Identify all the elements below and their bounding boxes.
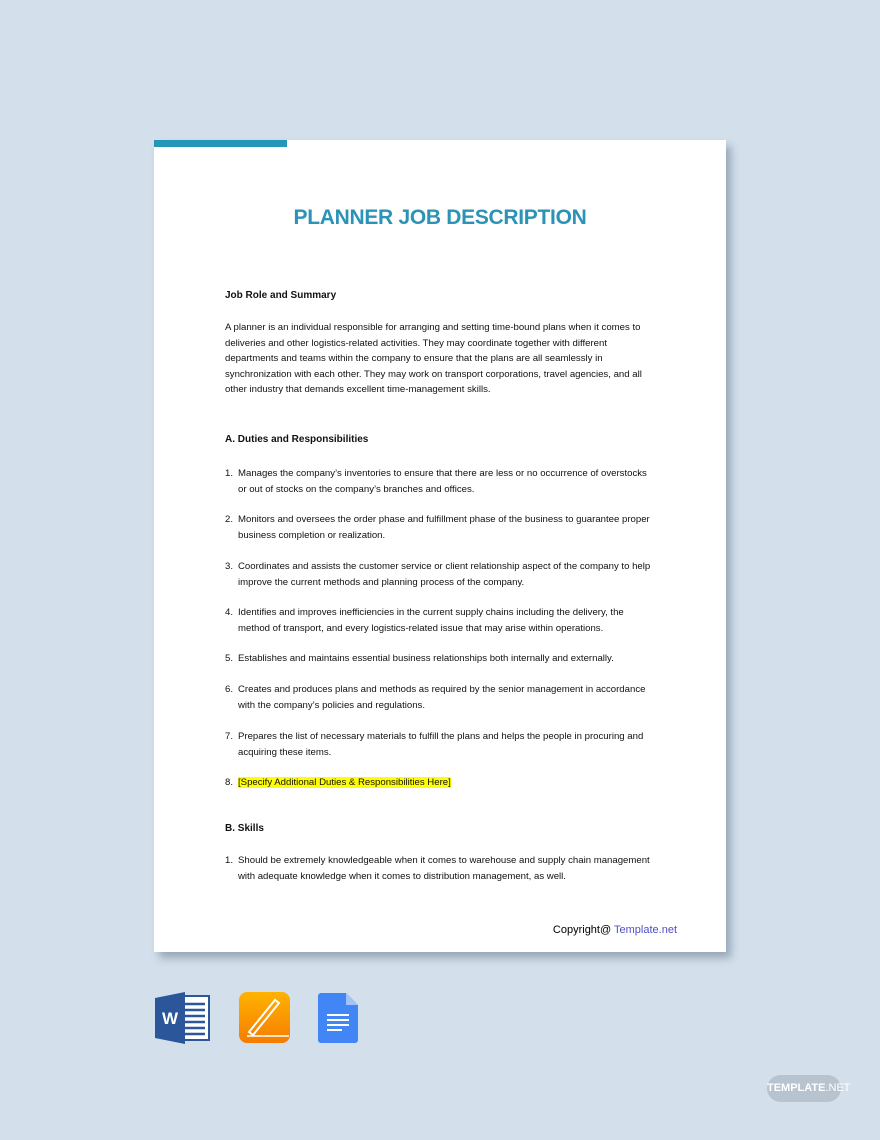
- summary-line: other industry that demands excellent time-management skills.: [225, 384, 491, 395]
- item-line: [238, 605, 624, 621]
- skills-heading: B. Skills: [225, 823, 264, 834]
- item-number: 8.: [225, 777, 234, 788]
- accent-bar: [154, 140, 287, 147]
- item-line-text: Should be extremely knowledgeable when it comes to warehouse and supply chain management: [238, 855, 650, 866]
- item-line-text: method of transport, and every logistics-related issue that may arise within operations.: [238, 622, 604, 634]
- pages-icon[interactable]: [239, 992, 290, 1043]
- item-line: [238, 853, 650, 869]
- item-line: [238, 651, 614, 667]
- item-line: [238, 575, 650, 591]
- item-text: [238, 853, 650, 884]
- item-line-text: business completion or realization.: [238, 529, 386, 541]
- item-line: [238, 682, 645, 698]
- summary-line: deliveries and other logistics-related activities. They may coordinate together with different: [225, 337, 607, 349]
- item-line: [238, 775, 451, 791]
- item-line: [238, 745, 643, 761]
- item-text: [238, 682, 645, 713]
- item-line-text: Monitors and oversees the order phase and fulfillment phase of the business to guarantee proper: [238, 514, 650, 525]
- copyright: [553, 924, 677, 936]
- item-line: [238, 729, 643, 745]
- duties-heading: A. Duties and Responsibilities: [225, 434, 369, 445]
- item-line-text: improve the current methods and planning process of the company.: [238, 576, 525, 588]
- item-line-text: Coordinates and assists the customer service or client relationship aspect of the company to help: [238, 561, 651, 572]
- google-docs-icon[interactable]: [318, 993, 358, 1043]
- item-number: 3.: [225, 561, 234, 572]
- word-icon[interactable]: [155, 992, 211, 1044]
- summary-heading: Job Role and Summary: [225, 290, 337, 301]
- watermark-light: .NET: [825, 1082, 851, 1094]
- item-line-text: Establishes and maintains essential business relationships both internally and externally.: [238, 653, 614, 664]
- item-number: 2.: [225, 514, 234, 525]
- item-line: [238, 698, 645, 714]
- item-text: [238, 775, 451, 791]
- item-line-text: with adequate knowledge when it comes to distribution management, as well.: [238, 870, 566, 882]
- item-line: [238, 512, 650, 528]
- item-line-text: Manages the company’s inventories to ensure that there are less or no occurrence of overstocks: [238, 468, 647, 479]
- document-title: PLANNER JOB DESCRIPTION: [293, 206, 587, 229]
- placeholder-highlight[interactable]: [Specify Additional Duties & Responsibilities Here]: [238, 777, 451, 788]
- watermark-bold: TEMPLATE: [767, 1082, 826, 1094]
- summary-line: departments and teams within the company to ensure that the plans are all seamlessly in: [225, 353, 603, 364]
- item-text: [238, 512, 650, 543]
- copyright-label: Copyright@: [552, 924, 612, 936]
- item-text: [238, 605, 624, 636]
- item-text: [238, 651, 614, 667]
- item-number: 1.: [225, 855, 234, 866]
- item-line-text: Identifies and improves inefficiencies in the current supply chains including the delivery, the: [238, 607, 624, 618]
- item-text: [238, 466, 647, 497]
- item-line: [238, 528, 650, 544]
- item-number: 4.: [225, 607, 234, 618]
- item-number: 7.: [225, 731, 234, 742]
- summary-line: synchronization with each other. They may work on transport corporations, travel agencies, and all: [225, 368, 642, 380]
- svg-text:W: W: [161, 1009, 179, 1028]
- document-page: [154, 140, 726, 952]
- item-number: 5.: [225, 653, 234, 664]
- item-text: [238, 729, 643, 760]
- watermark: [767, 1075, 851, 1102]
- summary-paragraph: [225, 320, 642, 398]
- item-text: [238, 559, 650, 590]
- item-line: [238, 482, 647, 498]
- copyright-link[interactable]: Template.net: [614, 924, 677, 936]
- item-line: [238, 466, 647, 482]
- summary-line: A planner is an individual responsible for arranging and setting time-bound plans when it comes to: [225, 322, 641, 333]
- item-line: [238, 621, 624, 637]
- item-line-text: Creates and produces plans and methods as required by the senior management in accordance: [238, 684, 646, 695]
- item-number: 1.: [225, 468, 234, 479]
- item-line: [238, 869, 650, 885]
- item-number: 6.: [225, 684, 234, 695]
- item-line-text: Prepares the list of necessary materials to fulfill the plans and helps the people in procuring and: [238, 731, 644, 742]
- item-line-text: with the company’s policies and regulations.: [238, 699, 426, 711]
- item-line-text: or out of stocks on the company’s branches and offices.: [238, 483, 475, 495]
- item-line-text: acquiring these items.: [238, 746, 332, 758]
- item-line: [238, 559, 650, 575]
